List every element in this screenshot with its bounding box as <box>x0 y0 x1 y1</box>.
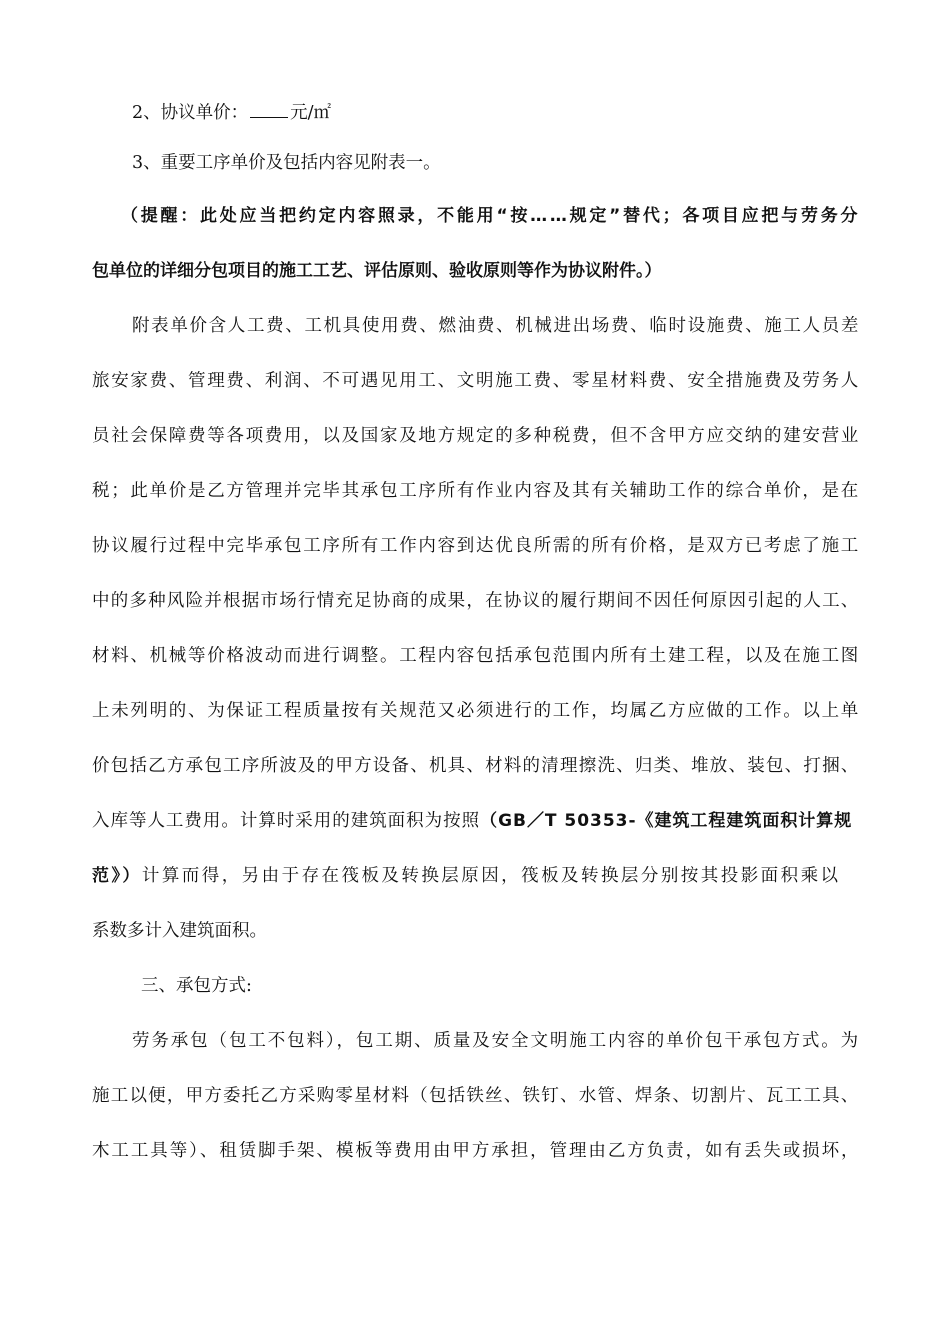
item3-text: 3、重要工序单价及包括内容见附表一。 <box>132 153 441 173</box>
para1-line-11 <box>92 864 841 888</box>
reminder-line-2: 包单位的详细分包项目的施工工艺、评估原则、验收原则等作为协议附件。） <box>92 261 662 281</box>
price-blank <box>250 101 288 118</box>
standard-reference-bold: （GB／T 50353-《建筑工程建筑面积计算规 <box>480 811 853 831</box>
standard-reference-bold-end: 范》） <box>92 866 142 886</box>
section3-heading: 三、承包方式: <box>141 976 252 996</box>
price-unit: 元/㎡ <box>290 103 332 123</box>
price-line <box>132 101 331 125</box>
para1-line: 协议履行过程中完毕承包工序所有工作内容到达优良所需的所有价格，是双方已考虑了施工 <box>92 536 860 556</box>
para2-line: 木工工具等）、租赁脚手架、模板等费用由甲方承担，管理由乙方负责，如有丢失或损坏， <box>92 1141 861 1161</box>
para1-line: 税；此单价是乙方管理并完毕其承包工序所有作业内容及其有关辅助工作的综合单价，是在 <box>92 481 860 501</box>
reminder-line-1: （提醒：此处应当把约定内容照录，不能用“按……规定”替代；各项目应把与劳务分 <box>121 206 861 226</box>
para1-line-10-text: 入库等人工费用。计算时采用的建筑面积为按照 <box>92 811 481 831</box>
para1-line: 材料、机械等价格波动而进行调整。工程内容包括承包范围内所有土建工程，以及在施工图 <box>92 646 860 666</box>
para1-line: 附表单价含人工费、工机具使用费、燃油费、机械进出场费、临时设施费、施工人员差 <box>132 316 861 336</box>
para1-line-12: 系数多计入建筑面积。 <box>92 921 267 941</box>
para1-line: 中的多种风险并根据市场行情充足协商的成果，在协议的履行期间不因任何原因引起的人工、 <box>92 591 860 611</box>
para1-line-10 <box>92 809 852 833</box>
price-label: 2、协议单价： <box>132 103 249 123</box>
para2-line: 施工以便，甲方委托乙方采购零星材料（包括铁丝、铁钉、水管、焊条、切割片、瓦工工具、 <box>92 1086 860 1106</box>
para1-line: 上未列明的、为保证工程质量按有关规范又必须进行的工作，均属乙方应做的工作。以上单 <box>92 701 860 721</box>
para2-line: 劳务承包（包工不包料），包工期、质量及安全文明施工内容的单价包干承包方式。为 <box>132 1031 861 1051</box>
para1-line: 旅安家费、管理费、利润、不可遇见用工、文明施工费、零星材料费、安全措施费及劳务人 <box>92 371 860 391</box>
para1-line: 价包括乙方承包工序所波及的甲方设备、机具、材料的清理擦洗、归类、堆放、装包、打捆、 <box>92 756 860 776</box>
para1-line-11-text: 计算而得，另由于存在筏板及转换层原因，筏板及转换层分别按其投影面积乘以 <box>141 866 841 886</box>
para1-line: 员社会保障费等各项费用，以及国家及地方规定的多种税费，但不含甲方应交纳的建安营业 <box>92 426 860 446</box>
